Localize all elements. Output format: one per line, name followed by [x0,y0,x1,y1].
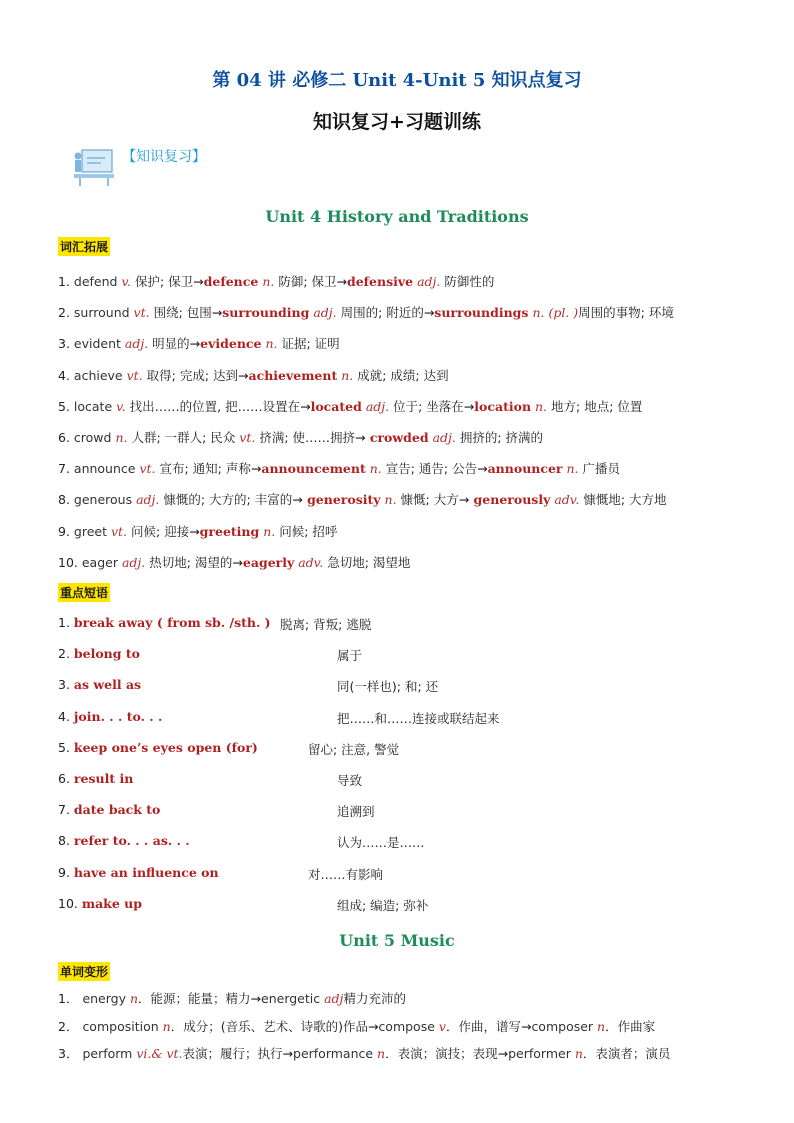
phrase-text: keep one’s eyes open (for) [73,739,258,755]
definition-text: 慷慨; 大方→ [396,492,470,508]
item-number: 10. [58,895,82,911]
head-word: composer [531,1018,598,1034]
word-form-item [58,989,406,1007]
part-of-speech: n. [115,430,128,445]
item-number: 4. [58,708,74,724]
item-number: 4. [58,367,74,383]
part-of-speech: adj. [309,305,337,321]
item-number: 5. [58,739,74,755]
definition-text: ．作曲家 [605,1018,656,1034]
phrase-meaning: 脱离; 背叛; 逃脱 [280,617,372,632]
unit4-heading: Unit 4 History and Traditions [265,207,529,226]
head-word: announce [73,461,140,477]
definition-text: 急切地; 渴望地 [323,554,411,570]
item-number: 3. [58,677,74,693]
vocab-item [58,522,337,540]
part-of-speech: n. [258,274,275,289]
head-word: surround [73,305,134,321]
head-word: achieve [73,367,127,383]
definition-text: 找出……的位置, 把……设置在→ [125,398,311,414]
part-of-speech: vt. [126,367,143,383]
phrase-item [58,833,738,851]
definition-text: 表演；履行；执行→ [182,1046,294,1061]
phrase-item [58,709,738,724]
definition-text: ．作曲，谱写→ [445,1018,532,1034]
part-of-speech: n. [259,523,276,539]
derived-word: evidence [200,336,262,352]
part-of-speech: n. (pl. ) [528,305,579,321]
phrase-meaning: 把……和……连接或联结起来 [337,710,500,726]
definition-text: ．能源；能量；精力→ [138,991,262,1006]
definition-text: 宣告; 通告; 公告→ [381,461,488,477]
part-of-speech: n. [562,461,579,477]
part-of-speech: vi.& vt. [136,1046,183,1061]
item-number: 7. [58,461,74,477]
definition-text: ．成分；(音乐、艺术、诗歌的)作品→ [170,1018,379,1034]
phrase-meaning: 对……有影响 [308,866,384,882]
phrase-meaning: 同(一样也); 和; 还 [337,679,439,695]
definition-text: 保护; 保卫→ [131,274,204,289]
phrase-meaning: 追溯到 [337,804,375,820]
item-number: 3． [58,1046,83,1061]
item-number: 2． [58,1018,83,1034]
derived-word: defence [203,274,259,289]
part-of-speech: n. [261,336,278,352]
item-number: 7. [58,802,74,818]
phrase-text: result in [73,771,134,786]
definition-text: 围绕; 包围→ [149,305,223,321]
definition-text: 问候; 招呼 [275,523,338,539]
part-of-speech: vt. [110,523,128,539]
item-number: 1. [58,615,74,630]
part-of-speech: vt. [239,430,256,445]
phrase-item [58,646,738,664]
head-word: perform [82,1046,137,1061]
definition-text: 证据; 证明 [277,336,340,352]
derived-word: surrounding [222,305,310,321]
phrase-item [58,771,738,786]
vocab-item [58,553,410,571]
derived-word: surroundings [434,305,529,321]
head-word: performance [293,1046,378,1061]
part-of-speech: adj. [428,430,456,445]
item-number: 8. [58,833,74,849]
item-number: 9. [58,864,74,880]
phrase-text: as well as [73,677,142,693]
word-form-item [58,1017,655,1035]
derived-word: location [474,398,532,414]
vocab-item [58,397,642,415]
phrase-item [58,865,738,880]
definition-text: 防御; 保卫→ [274,274,347,289]
derived-word: located [310,398,362,414]
definition-text: ．表演；演技；表现→ [385,1046,509,1061]
head-word: energy [82,991,130,1006]
phrase-meaning: 组成; 编造; 弥补 [337,897,429,913]
part-of-speech: vt. [133,305,150,321]
item-number: 6. [58,771,74,786]
section-label-knowledge: 【知识复习】 [122,149,206,165]
definition-text: 周围的事物; 环境 [578,305,674,321]
word-form-item [58,1044,670,1062]
vocab-item [58,459,620,477]
definition-text: 周围的; 附近的→ [336,305,435,321]
head-word: crowd [73,430,116,445]
head-word: generous [73,492,137,508]
definition-text: 明显的→ [148,336,201,352]
vocab-item [58,334,340,352]
item-number: 8. [58,492,74,508]
phrase-meaning: 导致 [337,773,363,788]
part-of-speech: n [597,1018,606,1034]
vocab-item [58,303,674,321]
part-of-speech: n [377,1046,386,1061]
part-of-speech: n [162,1018,171,1034]
part-of-speech: adj. [136,492,160,508]
phrase-meaning: 属于 [337,648,363,664]
phrase-tag: 重点短语 [58,583,110,602]
phrase-text: join. . . to. . . [73,708,163,724]
part-of-speech: n. [365,461,382,477]
part-of-speech: v. [121,274,132,289]
part-of-speech: adj [324,991,344,1006]
part-of-speech: adj. [361,398,390,414]
definition-text: 人群; 一群人; 民众 [127,430,240,445]
head-word: performer [508,1046,575,1061]
vocab-item [58,366,449,384]
phrase-item [58,802,738,820]
head-word: compose [378,1018,439,1034]
phrase-item [58,677,738,695]
page-subtitle: 知识复习+习题训练 [313,111,481,133]
part-of-speech: n. [531,398,548,414]
vocab-item [58,490,667,508]
part-of-speech: n [574,1046,583,1061]
definition-text: 挤满; 使……拥挤→ [255,430,366,445]
derived-word: announcer [487,461,563,477]
derived-word: crowded [365,430,429,445]
item-number: 3. [58,336,74,352]
part-of-speech: adv. [294,554,324,570]
phrase-text: make up [81,895,142,911]
definition-text: 成就; 成绩; 达到 [353,367,449,383]
item-number: 2. [58,305,74,321]
phrase-item [58,615,738,630]
part-of-speech: adj. [413,274,441,289]
part-of-speech: v [438,1018,446,1034]
item-number: 1． [58,991,83,1006]
phrase-text: break away ( from sb. /sth. ) [73,615,271,630]
definition-text: 宣布; 通知; 声称→ [155,461,262,477]
phrase-meaning: 留心; 注意, 警觉 [308,741,400,757]
word-form-tag: 单词变形 [58,962,110,981]
derived-word: generosity [302,492,381,508]
derived-word: achievement [248,367,338,383]
phrase-item [58,740,738,755]
item-number: 1. [58,274,74,289]
phrase-text: refer to. . . as. . . [73,833,190,849]
phrase-item [58,896,738,911]
derived-word: greeting [199,523,260,539]
page-title: 第 04 讲 必修二 Unit 4-Unit 5 知识点复习 [212,70,582,91]
derived-word: announcement [261,461,366,477]
item-number: 10. [58,554,82,570]
part-of-speech: adv. [550,492,580,508]
part-of-speech: vt. [139,461,156,477]
definition-text: 精力充沛的 [343,991,406,1006]
definition-text: ．表演者；演员 [582,1046,671,1061]
vocab-item [58,272,494,290]
definition-text: 广播员 [578,461,621,477]
part-of-speech: n. [337,367,354,383]
definition-text: 拥挤的; 挤满的 [455,430,544,445]
head-word: eager [81,554,122,570]
phrase-text: have an influence on [73,864,219,880]
item-number: 6. [58,430,74,445]
definition-text: 位于; 坐落在→ [389,398,475,414]
phrase-text: date back to [73,802,161,818]
definition-text: 慷慨地; 大方地 [579,492,667,508]
phrase-text: belong to [73,646,140,662]
unit5-heading: Unit 5 Music [339,931,455,950]
derived-word: generously [469,492,551,508]
part-of-speech: adj. [124,336,149,352]
definition-text: 问候; 迎接→ [127,523,200,539]
definition-text: 慷慨的; 大方的; 丰富的→ [159,492,303,508]
definition-text: 热切地; 渴望的→ [145,554,243,570]
part-of-speech: v. [116,398,126,414]
phrase-meaning: 认为……是…… [337,835,425,851]
vocab-item [58,428,543,446]
head-word: greet [73,523,111,539]
item-number: 9. [58,523,74,539]
head-word: evident [73,336,125,352]
definition-text: 取得; 完成; 达到→ [142,367,249,383]
item-number: 2. [58,646,74,662]
derived-word: defensive [346,274,414,289]
item-number: 5. [58,398,74,414]
head-word: defend [73,274,122,289]
vocab-tag: 词汇拓展 [58,237,110,256]
definition-text: 防御性的 [440,274,495,289]
derived-word: eagerly [242,554,295,570]
head-word: locate [73,398,117,414]
definition-text: 地方; 地点; 位置 [547,398,643,414]
part-of-speech: adj. [121,554,146,570]
part-of-speech: n [129,991,139,1006]
head-word: composition [82,1018,163,1034]
head-word: energetic [261,991,325,1006]
classroom-icon [72,146,118,188]
part-of-speech: n. [380,492,397,508]
